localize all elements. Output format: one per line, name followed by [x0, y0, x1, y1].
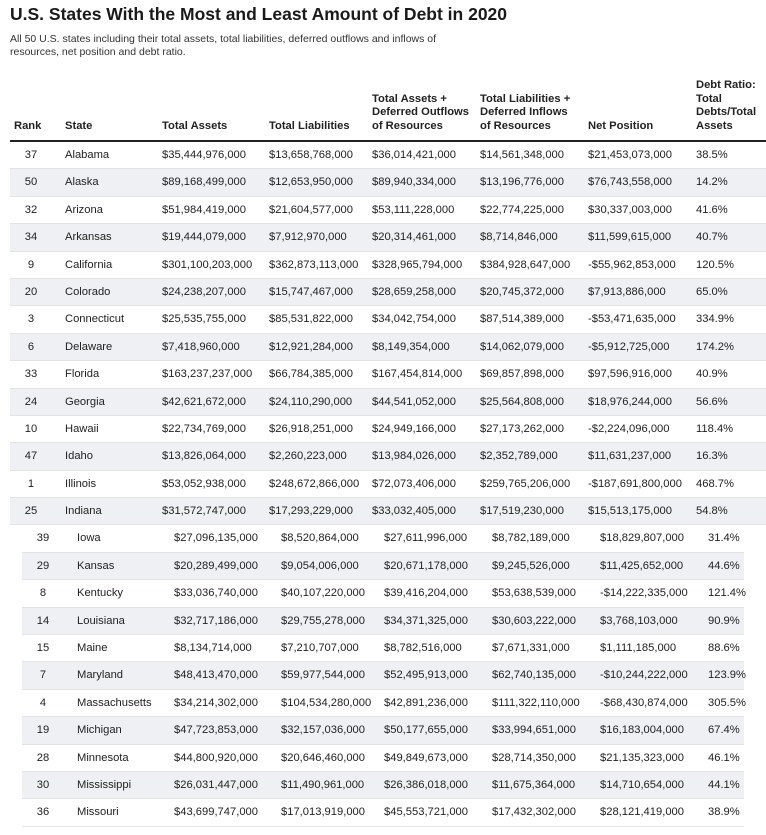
cell-assets-deferred-outflows: $42,891,236,000	[384, 696, 468, 709]
cell-rank: 47	[24, 450, 38, 463]
table-row	[22, 717, 744, 744]
cell-debt-ratio: 88.6%	[708, 642, 740, 655]
cell-state: Illinois	[65, 477, 97, 490]
table-row	[22, 553, 744, 580]
cell-total-liabilities: $9,054,006,000	[281, 559, 359, 572]
cell-net-position: $76,743,558,000	[588, 176, 672, 189]
column-header-rank: Rank	[14, 120, 42, 133]
cell-liabilities-deferred-inflows: $25,564,808,000	[480, 395, 564, 408]
cell-assets-deferred-outflows: $34,042,754,000	[372, 313, 456, 326]
cell-net-position: -$187,691,800,000	[588, 477, 682, 490]
cell-total-assets: $51,984,419,000	[162, 203, 246, 216]
table-row	[22, 772, 744, 799]
cell-liabilities-deferred-inflows: $87,514,389,000	[480, 313, 564, 326]
cell-total-liabilities: $24,110,290,000	[269, 395, 353, 408]
cell-total-assets: $22,734,769,000	[162, 422, 246, 435]
cell-state: Maryland	[77, 669, 124, 682]
cell-debt-ratio: 65.0%	[696, 285, 728, 298]
cell-assets-deferred-outflows: $28,659,258,000	[372, 285, 456, 298]
cell-assets-deferred-outflows: $72,073,406,000	[372, 477, 456, 490]
cell-rank: 33	[24, 368, 38, 381]
cell-liabilities-deferred-inflows: $17,519,230,000	[480, 505, 564, 518]
cell-debt-ratio: 31.4%	[708, 532, 740, 545]
cell-total-assets: $26,031,447,000	[174, 778, 258, 791]
cell-rank: 34	[24, 231, 38, 244]
cell-state: California	[65, 258, 113, 271]
cell-rank: 7	[39, 669, 47, 682]
table-row	[10, 361, 766, 388]
cell-net-position: $18,976,244,000	[588, 395, 672, 408]
cell-liabilities-deferred-inflows: $2,352,789,000	[480, 450, 558, 463]
cell-state: Connecticut	[65, 313, 125, 326]
cell-net-position: -$5,912,725,000	[588, 340, 670, 353]
cell-rank: 24	[24, 395, 38, 408]
table-row	[22, 799, 744, 826]
cell-rank: 37	[24, 149, 38, 161]
cell-assets-deferred-outflows: $8,782,516,000	[384, 642, 462, 655]
cell-rank: 30	[36, 778, 50, 791]
cell-assets-deferred-outflows: $20,671,178,000	[384, 559, 468, 572]
cell-total-liabilities: $59,977,544,000	[281, 669, 365, 682]
table-row	[10, 142, 766, 169]
cell-assets-deferred-outflows: $52,495,913,000	[384, 669, 468, 682]
cell-state: Minnesota	[77, 751, 129, 764]
cell-total-assets: $44,800,920,000	[174, 751, 258, 764]
cell-state: Iowa	[77, 532, 101, 545]
cell-state: Louisiana	[77, 614, 125, 627]
cell-state: Georgia	[65, 395, 105, 408]
cell-net-position: $11,631,237,000	[588, 450, 672, 463]
cell-liabilities-deferred-inflows: $7,671,331,000	[492, 642, 570, 655]
cell-debt-ratio: 44.1%	[708, 778, 740, 791]
cell-state: Arizona	[65, 203, 103, 216]
cell-assets-deferred-outflows: $24,949,166,000	[372, 422, 456, 435]
cell-liabilities-deferred-inflows: $22,774,225,000	[480, 203, 564, 216]
cell-debt-ratio: 123.9%	[708, 669, 746, 682]
cell-debt-ratio: 174.2%	[696, 340, 734, 353]
cell-total-assets: $25,535,755,000	[162, 313, 246, 326]
cell-total-assets: $19,444,079,000	[162, 231, 246, 244]
cell-rank: 20	[24, 285, 38, 298]
cell-liabilities-deferred-inflows: $30,603,222,000	[492, 614, 576, 627]
cell-assets-deferred-outflows: $49,849,673,000	[384, 751, 468, 764]
cell-total-assets: $7,418,960,000	[162, 340, 240, 353]
cell-net-position: $21,453,073,000	[588, 149, 672, 161]
cell-rank: 9	[27, 258, 35, 271]
cell-total-liabilities: $13,658,768,000	[269, 149, 353, 161]
cell-total-assets: $27,096,135,000	[174, 532, 258, 545]
table-row	[10, 389, 766, 416]
cell-liabilities-deferred-inflows: $17,432,302,000	[492, 806, 576, 819]
cell-state: Arkansas	[65, 231, 112, 244]
cell-assets-deferred-outflows: $20,314,461,000	[372, 231, 456, 244]
cell-net-position: $14,710,654,000	[600, 778, 684, 791]
cell-rank: 3	[27, 313, 35, 326]
cell-state: Michigan	[77, 724, 122, 737]
cell-liabilities-deferred-inflows: $259,765,206,000	[480, 477, 571, 490]
table-row	[10, 306, 766, 333]
cell-debt-ratio: 468.7%	[696, 477, 734, 490]
table-row	[22, 662, 744, 689]
cell-total-assets: $48,413,470,000	[174, 669, 258, 682]
cell-total-liabilities: $7,210,707,000	[281, 642, 359, 655]
cell-net-position: $16,183,004,000	[600, 724, 684, 737]
cell-liabilities-deferred-inflows: $14,062,079,000	[480, 340, 564, 353]
cell-assets-deferred-outflows: $34,371,325,000	[384, 614, 468, 627]
cell-total-assets: $32,717,186,000	[174, 614, 258, 627]
cell-liabilities-deferred-inflows: $20,745,372,000	[480, 285, 564, 298]
cell-rank: 8	[39, 587, 47, 600]
page-title: U.S. States With the Most and Least Amount of Debt in 2020	[10, 4, 508, 24]
cell-assets-deferred-outflows: $36,014,421,000	[372, 149, 456, 161]
cell-assets-deferred-outflows: $33,032,405,000	[372, 505, 456, 518]
cell-total-liabilities: $29,755,278,000	[281, 614, 365, 627]
cell-debt-ratio: 40.7%	[696, 231, 728, 244]
cell-total-assets: $13,826,064,000	[162, 450, 246, 463]
cell-state: Florida	[65, 368, 100, 381]
cell-total-assets: $24,238,207,000	[162, 285, 246, 298]
cell-total-assets: $34,214,302,000	[174, 696, 258, 709]
cell-liabilities-deferred-inflows: $27,173,262,000	[480, 422, 564, 435]
cell-net-position: -$10,244,222,000	[600, 669, 688, 682]
cell-debt-ratio: 118.4%	[696, 422, 734, 435]
cell-state: Alabama	[65, 149, 110, 161]
cell-total-liabilities: $104,534,280,000	[281, 696, 372, 709]
cell-net-position: $15,513,175,000	[588, 505, 672, 518]
cell-net-position: $1,111,185,000	[600, 642, 677, 655]
cell-assets-deferred-outflows: $50,177,655,000	[384, 724, 468, 737]
cell-rank: 36	[36, 806, 50, 819]
cell-liabilities-deferred-inflows: $13,196,776,000	[480, 176, 564, 189]
cell-total-liabilities: $12,653,950,000	[269, 176, 353, 189]
cell-total-assets: $35,444,976,000	[162, 149, 246, 161]
cell-rank: 39	[36, 532, 50, 545]
table-row	[22, 635, 744, 662]
cell-assets-deferred-outflows: $13,984,026,000	[372, 450, 456, 463]
cell-state: Idaho	[65, 450, 93, 463]
table-row	[10, 471, 766, 498]
table-row	[22, 690, 744, 717]
cell-debt-ratio: 90.9%	[708, 614, 740, 627]
table-row	[10, 197, 766, 224]
cell-rank: 4	[39, 696, 47, 709]
cell-debt-ratio: 305.5%	[708, 696, 746, 709]
cell-total-assets: $53,052,938,000	[162, 477, 246, 490]
cell-total-liabilities: $12,921,284,000	[269, 340, 353, 353]
cell-debt-ratio: 41.6%	[696, 203, 728, 216]
table-row	[10, 443, 766, 470]
table-header	[10, 70, 766, 142]
cell-total-liabilities: $8,520,864,000	[281, 532, 359, 545]
table-row	[10, 498, 766, 525]
cell-total-assets: $301,100,203,000	[162, 258, 253, 271]
cell-total-assets: $42,621,672,000	[162, 395, 246, 408]
cell-rank: 19	[36, 724, 50, 737]
column-header-state: State	[65, 120, 93, 133]
cell-assets-deferred-outflows: $44,541,052,000	[372, 395, 456, 408]
cell-rank: 15	[36, 642, 50, 655]
cell-total-liabilities: $66,784,385,000	[269, 368, 353, 381]
cell-state: Kentucky	[77, 587, 124, 600]
cell-rank: 14	[36, 614, 50, 627]
cell-debt-ratio: 46.1%	[708, 751, 740, 764]
cell-rank: 6	[27, 340, 35, 353]
table-body	[10, 142, 766, 827]
cell-net-position: $21,135,323,000	[600, 751, 684, 764]
cell-assets-deferred-outflows: $89,940,334,000	[372, 176, 456, 189]
cell-net-position: $7,913,886,000	[588, 285, 666, 298]
cell-net-position: $11,425,652,000	[600, 559, 684, 572]
cell-total-liabilities: $248,672,866,000	[269, 477, 360, 490]
cell-total-liabilities: $21,604,577,000	[269, 203, 353, 216]
cell-net-position: $18,829,807,000	[600, 532, 684, 545]
cell-total-liabilities: $85,531,822,000	[269, 313, 353, 326]
cell-assets-deferred-outflows: $328,965,794,000	[372, 258, 463, 271]
cell-liabilities-deferred-inflows: $111,322,110,000	[492, 696, 580, 709]
page-subtitle: All 50 U.S. states including their total assets, total liabilities, deferred outflows and inflows of resources, net position and debt ratio.	[10, 33, 437, 58]
table-row	[10, 224, 766, 251]
cell-debt-ratio: 120.5%	[696, 258, 734, 271]
cell-total-assets: $33,036,740,000	[174, 587, 258, 600]
debt-table	[10, 70, 766, 827]
cell-total-liabilities: $20,646,460,000	[281, 751, 365, 764]
table-row	[22, 745, 744, 772]
cell-liabilities-deferred-inflows: $33,994,651,000	[492, 724, 576, 737]
table-row	[10, 169, 766, 196]
cell-debt-ratio: 14.2%	[696, 176, 728, 189]
cell-net-position: -$68,430,874,000	[600, 696, 688, 709]
cell-state: Delaware	[65, 340, 113, 353]
cell-debt-ratio: 38.5%	[696, 149, 728, 161]
cell-assets-deferred-outflows: $53,111,228,000	[372, 203, 455, 216]
cell-debt-ratio: 40.9%	[696, 368, 728, 381]
cell-total-assets: $47,723,853,000	[174, 724, 258, 737]
cell-liabilities-deferred-inflows: $8,714,846,000	[480, 231, 558, 244]
cell-assets-deferred-outflows: $8,149,354,000	[372, 340, 450, 353]
cell-total-liabilities: $17,293,229,000	[269, 505, 353, 518]
cell-net-position: $97,596,916,000	[588, 368, 672, 381]
cell-liabilities-deferred-inflows: $28,714,350,000	[492, 751, 576, 764]
cell-assets-deferred-outflows: $45,553,721,000	[384, 806, 468, 819]
cell-liabilities-deferred-inflows: $8,782,189,000	[492, 532, 570, 545]
cell-rank: 29	[36, 559, 50, 572]
table-row	[10, 416, 766, 443]
cell-total-assets: $89,168,499,000	[162, 176, 246, 189]
cell-liabilities-deferred-inflows: $53,638,539,000	[492, 587, 576, 600]
cell-debt-ratio: 121.4%	[708, 587, 746, 600]
cell-total-liabilities: $2,260,223,000	[269, 450, 347, 463]
table-row	[10, 252, 766, 279]
table-row	[22, 608, 744, 635]
cell-debt-ratio: 56.6%	[696, 395, 728, 408]
column-header-total-assets: Total Assets	[162, 120, 228, 133]
cell-state: Hawaii	[65, 422, 99, 435]
cell-rank: 28	[36, 751, 50, 764]
column-header-debt-ratio: Debt Ratio: Total Debts/Total Assets	[696, 78, 757, 133]
cell-assets-deferred-outflows: $167,454,814,000	[372, 368, 463, 381]
cell-net-position: -$55,962,853,000	[588, 258, 676, 271]
column-header-net-position: Net Position	[588, 120, 654, 133]
cell-total-liabilities: $40,107,220,000	[281, 587, 365, 600]
cell-debt-ratio: 38.9%	[708, 806, 740, 819]
cell-state: Indiana	[65, 505, 102, 518]
cell-total-assets: $8,134,714,000	[174, 642, 252, 655]
cell-state: Kansas	[77, 559, 115, 572]
cell-total-liabilities: $26,918,251,000	[269, 422, 353, 435]
cell-debt-ratio: 67.4%	[708, 724, 740, 737]
cell-total-assets: $43,699,747,000	[174, 806, 258, 819]
table-row	[10, 334, 766, 361]
cell-assets-deferred-outflows: $26,386,018,000	[384, 778, 468, 791]
cell-liabilities-deferred-inflows: $14,561,348,000	[480, 149, 564, 161]
cell-rank: 25	[24, 505, 38, 518]
cell-state: Massachusetts	[77, 696, 152, 709]
cell-rank: 50	[24, 176, 38, 189]
cell-state: Missouri	[77, 806, 119, 819]
cell-total-liabilities: $15,747,467,000	[269, 285, 353, 298]
cell-net-position: -$14,222,335,000	[600, 587, 688, 600]
cell-liabilities-deferred-inflows: $11,675,364,000	[492, 778, 576, 791]
cell-net-position: -$2,224,096,000	[588, 422, 670, 435]
cell-state: Maine	[77, 642, 108, 655]
cell-debt-ratio: 16.3%	[696, 450, 728, 463]
cell-total-assets: $163,237,237,000	[162, 368, 253, 381]
cell-assets-deferred-outflows: $27,611,996,000	[384, 532, 468, 545]
cell-net-position: -$53,471,635,000	[588, 313, 676, 326]
cell-rank: 1	[27, 477, 35, 490]
cell-state: Colorado	[65, 285, 111, 298]
column-header-liabilities-deferred-inflows: Total Liabilities + Deferred Inflows of Resources	[480, 92, 571, 133]
cell-assets-deferred-outflows: $39,416,204,000	[384, 587, 468, 600]
cell-total-liabilities: $11,490,961,000	[281, 778, 365, 791]
cell-rank: 10	[24, 422, 38, 435]
cell-liabilities-deferred-inflows: $62,740,135,000	[492, 669, 576, 682]
cell-rank: 32	[24, 203, 38, 216]
cell-state: Mississippi	[77, 778, 132, 791]
cell-total-assets: $20,289,499,000	[174, 559, 258, 572]
cell-net-position: $28,121,419,000	[600, 806, 684, 819]
cell-total-liabilities: $17,013,919,000	[281, 806, 365, 819]
column-header-total-liabilities: Total Liabilities	[269, 120, 350, 133]
cell-total-assets: $31,572,747,000	[162, 505, 246, 518]
cell-total-liabilities: $32,157,036,000	[281, 724, 365, 737]
cell-net-position: $3,768,103,000	[600, 614, 678, 627]
column-header-assets-deferred-outflows: Total Assets + Deferred Outflows of Resources	[372, 92, 469, 133]
cell-liabilities-deferred-inflows: $384,928,647,000	[480, 258, 571, 271]
cell-net-position: $30,337,003,000	[588, 203, 672, 216]
table-row	[22, 525, 744, 552]
cell-debt-ratio: 334.9%	[696, 313, 734, 326]
table-row	[10, 279, 766, 306]
cell-total-liabilities: $7,912,970,000	[269, 231, 347, 244]
cell-net-position: $11,599,615,000	[588, 231, 672, 244]
cell-total-liabilities: $362,873,113,000	[269, 258, 359, 271]
cell-liabilities-deferred-inflows: $69,857,898,000	[480, 368, 564, 381]
cell-debt-ratio: 44.6%	[708, 559, 740, 572]
cell-debt-ratio: 54.8%	[696, 505, 728, 518]
cell-state: Alaska	[65, 176, 99, 189]
table-row	[22, 580, 744, 607]
cell-liabilities-deferred-inflows: $9,245,526,000	[492, 559, 570, 572]
